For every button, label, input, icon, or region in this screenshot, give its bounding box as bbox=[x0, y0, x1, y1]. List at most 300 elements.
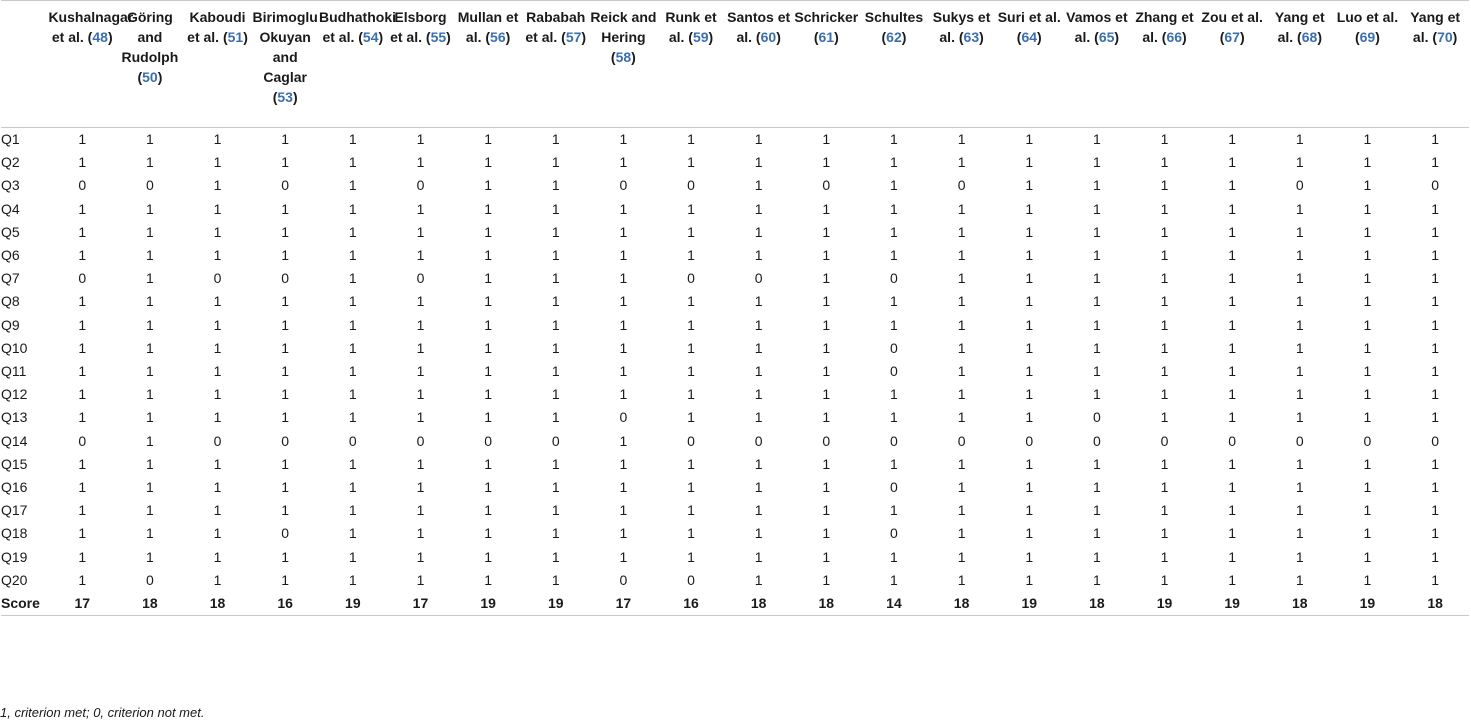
table-cell: 0 bbox=[890, 339, 898, 356]
table-cell: 1 bbox=[1160, 177, 1169, 194]
table-cell: 1 bbox=[484, 316, 492, 333]
row-label: Q7 bbox=[1, 270, 20, 287]
table-cell: 1 bbox=[754, 293, 763, 310]
table-cell: 1 bbox=[619, 386, 628, 403]
table-cell: 1 bbox=[1431, 502, 1440, 519]
table-cell: 1 bbox=[551, 247, 560, 264]
reference-link[interactable]: 50 bbox=[142, 69, 158, 85]
table-cell: 1 bbox=[146, 455, 154, 472]
table-cell: 1 bbox=[416, 548, 425, 565]
table-cell: 1 bbox=[146, 223, 154, 240]
study-name: Budhathoki et al. bbox=[319, 9, 396, 45]
table-cell: 19 bbox=[454, 592, 522, 616]
reference-link[interactable]: 54 bbox=[362, 29, 379, 45]
table-cell: 1 bbox=[1025, 270, 1034, 287]
row-label: Q10 bbox=[1, 339, 28, 356]
table-cell: 1 bbox=[213, 571, 222, 588]
table-cell: 1 bbox=[348, 247, 357, 264]
table-cell: 14 bbox=[860, 592, 928, 616]
table-cell: 1 bbox=[146, 339, 154, 356]
table-cell: 18 bbox=[1063, 592, 1131, 616]
reference-link[interactable]: 60 bbox=[760, 29, 777, 45]
table-cell: 1 bbox=[619, 270, 628, 287]
table-row bbox=[1, 569, 1469, 592]
table-cell: 1 bbox=[619, 316, 628, 333]
table-cell: 1 bbox=[348, 479, 357, 496]
table-cell: 1 bbox=[1025, 571, 1034, 588]
table-cell: 0 bbox=[754, 270, 763, 287]
study-name: Sukys et al. bbox=[932, 9, 991, 45]
table-cell: 0 bbox=[822, 432, 831, 449]
study-name: Zhang et al. bbox=[1135, 9, 1194, 45]
table-cell: 1 bbox=[348, 409, 357, 426]
table-body bbox=[1, 128, 1469, 616]
table-cell: 1 bbox=[754, 502, 763, 519]
column-header-study: Yang et al. (70) bbox=[1410, 9, 1461, 45]
table-cell: 1 bbox=[213, 223, 222, 240]
table-cell: 19 bbox=[1131, 592, 1199, 616]
table-cell: 1 bbox=[348, 455, 357, 472]
table-cell: 1 bbox=[213, 386, 222, 403]
table-cell: 1 bbox=[1092, 270, 1101, 287]
table-cell: 1 bbox=[1431, 571, 1440, 588]
table-cell: 1 bbox=[822, 363, 831, 380]
table-cell: 0 bbox=[687, 432, 695, 449]
reference-link[interactable]: 70 bbox=[1437, 29, 1453, 45]
table-footnote: 1, criterion met; 0, criterion not met. bbox=[0, 705, 205, 720]
study-name: Kushalnagar et al. bbox=[48, 9, 134, 45]
table-cell: 0 bbox=[687, 571, 695, 588]
table-cell: 1 bbox=[1160, 270, 1169, 287]
table-cell: 1 bbox=[1228, 525, 1237, 542]
table-cell: 1 bbox=[890, 502, 898, 519]
reference-link[interactable]: 59 bbox=[692, 29, 709, 45]
table-cell: 1 bbox=[1228, 131, 1237, 147]
table-cell: 1 bbox=[1363, 479, 1372, 496]
table-cell: 1 bbox=[281, 247, 290, 264]
table-cell: 1 bbox=[78, 247, 87, 264]
table-cell: 1 bbox=[754, 339, 763, 356]
table-row bbox=[1, 314, 1469, 337]
table-cell: 0 bbox=[78, 270, 87, 287]
table-cell: 1 bbox=[1363, 409, 1372, 426]
table-cell: 1 bbox=[619, 479, 628, 496]
table-cell: 1 bbox=[1295, 316, 1304, 333]
table-cell: 1 bbox=[484, 455, 492, 472]
table-cell: 1 bbox=[1160, 479, 1169, 496]
row-label: Q15 bbox=[1, 455, 28, 472]
table-cell: 1 bbox=[78, 363, 87, 380]
reference-link[interactable]: 58 bbox=[615, 49, 632, 65]
table-cell: 1 bbox=[1363, 270, 1372, 287]
table-row bbox=[1, 198, 1469, 221]
table-cell: 1 bbox=[619, 200, 628, 217]
table-cell: 1 bbox=[78, 293, 87, 310]
table-cell: 1 bbox=[484, 131, 492, 147]
table-cell: 1 bbox=[822, 455, 831, 472]
table-cell: 1 bbox=[348, 200, 357, 217]
table-cell: 1 bbox=[1295, 154, 1304, 171]
table-cell: 1 bbox=[822, 339, 831, 356]
study-name: Santos et al. bbox=[727, 9, 791, 45]
table-cell: 0 bbox=[213, 270, 222, 287]
table-cell: 1 bbox=[551, 270, 560, 287]
table-cell: 1 bbox=[1160, 131, 1169, 147]
table-cell: 1 bbox=[416, 131, 425, 147]
table-cell: 1 bbox=[1160, 316, 1169, 333]
table-cell: 1 bbox=[619, 154, 628, 171]
table-cell: 1 bbox=[1295, 455, 1304, 472]
table-cell: 1 bbox=[78, 131, 87, 147]
table-cell: 1 bbox=[1228, 223, 1237, 240]
table-cell: 19 bbox=[995, 592, 1063, 616]
table-row bbox=[1, 406, 1469, 429]
row-label: Q14 bbox=[1, 432, 28, 449]
study-name: Zou et al. bbox=[1201, 9, 1263, 25]
table-cell: 0 bbox=[281, 525, 290, 542]
table-row bbox=[1, 174, 1469, 197]
table-cell: 1 bbox=[957, 409, 966, 426]
table-cell: 1 bbox=[78, 455, 87, 472]
table-cell: 0 bbox=[890, 270, 898, 287]
table-cell: 1 bbox=[957, 339, 966, 356]
table-cell: 1 bbox=[890, 548, 898, 565]
table-cell: 1 bbox=[281, 455, 290, 472]
column-header-study: Sukys et al. (63) bbox=[932, 9, 991, 45]
table-cell: 1 bbox=[1295, 247, 1304, 264]
table-cell: 1 bbox=[484, 223, 492, 240]
column-header-study: Göring and Rudolph (50) bbox=[121, 9, 179, 85]
row-label: Q8 bbox=[1, 293, 20, 310]
column-header-study: Schultes (62) bbox=[864, 9, 924, 45]
table-cell: 1 bbox=[1025, 548, 1034, 565]
reference-link[interactable]: 69 bbox=[1359, 29, 1376, 45]
table-cell: 1 bbox=[416, 502, 425, 519]
table-cell: 1 bbox=[146, 316, 154, 333]
table-cell: 1 bbox=[1160, 455, 1169, 472]
table-cell: 1 bbox=[484, 479, 492, 496]
table-cell: 1 bbox=[822, 479, 831, 496]
table-cell: 1 bbox=[957, 363, 966, 380]
table-cell: 1 bbox=[281, 548, 290, 565]
table-cell: 1 bbox=[281, 502, 290, 519]
table-cell: 1 bbox=[1363, 548, 1372, 565]
row-label: Q20 bbox=[1, 571, 28, 588]
table-cell: 1 bbox=[551, 339, 560, 356]
table-cell: 1 bbox=[146, 363, 154, 380]
table-cell: 1 bbox=[281, 131, 290, 147]
study-name: Schricker bbox=[794, 9, 859, 25]
table-cell: 0 bbox=[957, 432, 966, 449]
table-cell: 1 bbox=[1295, 270, 1304, 287]
table-cell: 1 bbox=[890, 154, 898, 171]
table-cell: 0 bbox=[957, 177, 966, 194]
reference-link[interactable]: 66 bbox=[1166, 29, 1183, 45]
table-row bbox=[1, 499, 1469, 522]
table-cell: 1 bbox=[1025, 177, 1034, 194]
table-cell: 1 bbox=[822, 270, 831, 287]
table-cell: 18 bbox=[725, 592, 793, 616]
study-name: Yang et al. bbox=[1274, 9, 1325, 45]
table-cell: 1 bbox=[213, 455, 222, 472]
reference-link[interactable]: 55 bbox=[430, 29, 447, 45]
table-cell: 1 bbox=[281, 223, 290, 240]
table-cell: 1 bbox=[1228, 270, 1237, 287]
table-cell: 1 bbox=[146, 432, 154, 449]
study-name: Mullan et al. bbox=[457, 9, 519, 45]
table-cell: 19 bbox=[522, 592, 590, 616]
table-cell: 17 bbox=[387, 592, 455, 616]
table-cell: 1 bbox=[78, 154, 87, 171]
study-name: Schultes bbox=[864, 9, 924, 25]
table-cell: 1 bbox=[1363, 455, 1372, 472]
table-cell: 1 bbox=[551, 455, 560, 472]
table-cell: 1 bbox=[281, 293, 290, 310]
reference-link[interactable]: 63 bbox=[963, 29, 980, 45]
table-cell: 1 bbox=[822, 247, 831, 264]
table-cell: 1 bbox=[619, 525, 628, 542]
table-cell: 1 bbox=[1092, 455, 1101, 472]
table-cell: 1 bbox=[957, 548, 966, 565]
study-name: Yang et al. bbox=[1410, 9, 1461, 45]
row-label: Q3 bbox=[1, 177, 20, 194]
table-cell: 1 bbox=[1160, 339, 1169, 356]
table-cell: 0 bbox=[687, 177, 695, 194]
table-cell: 1 bbox=[78, 386, 87, 403]
table-cell: 1 bbox=[146, 131, 154, 147]
table-cell: 0 bbox=[484, 432, 492, 449]
table-cell: 1 bbox=[890, 247, 898, 264]
table-cell: 0 bbox=[213, 432, 222, 449]
table-cell: 1 bbox=[551, 525, 560, 542]
table-cell: 1 bbox=[78, 339, 87, 356]
table-cell: 1 bbox=[416, 386, 425, 403]
table-cell: 0 bbox=[890, 479, 898, 496]
reference-link[interactable]: 56 bbox=[490, 29, 506, 45]
table-cell: 1 bbox=[416, 571, 425, 588]
column-header-study: Mullan et al. (56) bbox=[457, 9, 519, 45]
table-cell: 1 bbox=[1092, 316, 1101, 333]
table-cell: 1 bbox=[1025, 363, 1034, 380]
table-cell: 18 bbox=[184, 592, 252, 616]
table-cell: 1 bbox=[890, 177, 898, 194]
table-cell: 1 bbox=[687, 502, 695, 519]
table-cell: 1 bbox=[78, 571, 87, 588]
table-cell: 1 bbox=[1295, 293, 1304, 310]
table-cell: 1 bbox=[754, 200, 763, 217]
table-cell: 1 bbox=[213, 247, 222, 264]
table-row bbox=[1, 244, 1469, 267]
table-cell: 1 bbox=[1025, 223, 1034, 240]
reference-link[interactable]: 64 bbox=[1021, 29, 1038, 45]
table-cell: 1 bbox=[281, 200, 290, 217]
table-cell: 1 bbox=[78, 200, 87, 217]
table-cell: 1 bbox=[1228, 571, 1237, 588]
table-cell: 1 bbox=[1431, 479, 1440, 496]
study-name: Vamos et al. bbox=[1066, 9, 1128, 45]
reference-link[interactable]: 57 bbox=[565, 29, 582, 45]
table-cell: 0 bbox=[1160, 432, 1169, 449]
table-cell: 1 bbox=[1363, 177, 1372, 194]
table-cell: 1 bbox=[281, 154, 290, 171]
table-cell: 1 bbox=[754, 316, 763, 333]
table-cell: 1 bbox=[1295, 525, 1304, 542]
table-cell: 1 bbox=[1025, 200, 1034, 217]
table-cell: 1 bbox=[754, 479, 763, 496]
row-label: Q16 bbox=[1, 479, 28, 496]
row-label: Q11 bbox=[1, 363, 27, 380]
row-label: Q4 bbox=[1, 200, 20, 217]
table-cell: 1 bbox=[484, 154, 492, 171]
table-cell: 17 bbox=[48, 592, 116, 616]
table-cell: 1 bbox=[416, 525, 425, 542]
reference-link[interactable]: 48 bbox=[92, 29, 108, 45]
table-cell: 1 bbox=[1431, 223, 1440, 240]
table-cell: 1 bbox=[687, 223, 695, 240]
table-cell: 1 bbox=[551, 293, 560, 310]
table-cell: 1 bbox=[754, 386, 763, 403]
table-cell: 1 bbox=[890, 131, 898, 147]
table-cell: 1 bbox=[687, 200, 695, 217]
table-cell: 0 bbox=[890, 525, 898, 542]
table-cell: 1 bbox=[146, 479, 154, 496]
table-cell: 1 bbox=[822, 316, 831, 333]
table-cell: 17 bbox=[590, 592, 658, 616]
table-cell: 1 bbox=[1431, 247, 1440, 264]
table-cell: 1 bbox=[146, 409, 154, 426]
table-cell: 1 bbox=[551, 177, 560, 194]
table-row bbox=[1, 453, 1469, 476]
table-cell: 1 bbox=[78, 548, 87, 565]
table-cell: 1 bbox=[687, 525, 695, 542]
study-name: Rababah et al. bbox=[525, 9, 586, 45]
table-row bbox=[1, 383, 1469, 406]
reference-link[interactable]: 53 bbox=[277, 89, 293, 105]
table-cell: 1 bbox=[754, 363, 763, 380]
table-cell: 1 bbox=[281, 479, 290, 496]
table-cell: 1 bbox=[1363, 386, 1372, 403]
table-cell: 1 bbox=[890, 200, 898, 217]
table-cell: 1 bbox=[1160, 154, 1169, 171]
reference-link[interactable]: 68 bbox=[1301, 29, 1318, 45]
table-cell: 1 bbox=[1431, 200, 1440, 217]
table-cell: 1 bbox=[551, 386, 560, 403]
table-cell: 1 bbox=[348, 177, 357, 194]
table-cell: 1 bbox=[957, 223, 966, 240]
table-cell: 1 bbox=[1228, 200, 1237, 217]
table-cell: 1 bbox=[1295, 548, 1304, 565]
table-cell: 0 bbox=[416, 177, 425, 194]
column-header-study: Schricker (61) bbox=[794, 9, 859, 45]
study-name: Luo et al. bbox=[1336, 9, 1399, 25]
column-header-study: Luo et al. (69) bbox=[1336, 9, 1399, 45]
table-row bbox=[1, 360, 1469, 383]
column-header-study: Budhathoki et al. (54) bbox=[319, 9, 396, 45]
table-cell: 1 bbox=[1431, 270, 1440, 287]
table-cell: 1 bbox=[754, 154, 763, 171]
table-cell: 1 bbox=[348, 270, 357, 287]
table-cell: 1 bbox=[484, 293, 492, 310]
table-cell: 1 bbox=[551, 131, 560, 147]
table-cell: 1 bbox=[1160, 223, 1169, 240]
table-cell: 1 bbox=[146, 386, 154, 403]
table-cell: 1 bbox=[1431, 386, 1440, 403]
table-cell: 0 bbox=[281, 177, 290, 194]
table-cell: 1 bbox=[754, 177, 763, 194]
table-row bbox=[1, 476, 1469, 499]
table-cell: 1 bbox=[754, 223, 763, 240]
table-cell: 1 bbox=[348, 131, 357, 147]
table-cell: 1 bbox=[1092, 154, 1101, 171]
table-cell: 1 bbox=[213, 177, 222, 194]
table-cell: 1 bbox=[348, 154, 357, 171]
table-row bbox=[1, 267, 1469, 290]
table-cell: 0 bbox=[551, 432, 560, 449]
table-cell: 1 bbox=[281, 409, 290, 426]
table-cell: 1 bbox=[146, 200, 154, 217]
table-cell: 1 bbox=[1092, 479, 1101, 496]
table-cell: 0 bbox=[1025, 432, 1034, 449]
table-cell: 1 bbox=[822, 548, 831, 565]
table-cell: 1 bbox=[890, 409, 898, 426]
table-cell: 1 bbox=[957, 270, 966, 287]
table-cell: 1 bbox=[1228, 154, 1237, 171]
table-cell: 1 bbox=[1228, 339, 1237, 356]
table-cell: 1 bbox=[1363, 247, 1372, 264]
table-cell: 1 bbox=[213, 200, 222, 217]
table-row bbox=[1, 290, 1469, 313]
table-cell: 1 bbox=[1431, 409, 1440, 426]
table-cell: 1 bbox=[619, 432, 628, 449]
table-row bbox=[1, 221, 1469, 244]
table-cell: 0 bbox=[1363, 432, 1372, 449]
table-cell: 0 bbox=[1431, 177, 1440, 194]
table-cell: 1 bbox=[1092, 386, 1101, 403]
table-cell: 1 bbox=[78, 502, 87, 519]
table-cell: 1 bbox=[687, 293, 695, 310]
table-cell: 1 bbox=[1160, 363, 1169, 380]
table-cell: 0 bbox=[146, 571, 154, 588]
table-cell: 0 bbox=[890, 363, 898, 380]
table-row bbox=[1, 151, 1469, 174]
table-cell: 1 bbox=[687, 316, 695, 333]
reference-link[interactable]: 65 bbox=[1098, 29, 1115, 45]
column-header-study: Runk et al. (59) bbox=[665, 9, 717, 45]
reference-link[interactable]: 62 bbox=[886, 29, 902, 45]
table-cell: 0 bbox=[1431, 432, 1440, 449]
row-label: Q19 bbox=[1, 548, 28, 565]
table-cell: 1 bbox=[1160, 548, 1169, 565]
table-cell: 1 bbox=[822, 131, 831, 147]
table-cell: 16 bbox=[657, 592, 725, 616]
table-cell: 1 bbox=[619, 293, 628, 310]
table-cell: 1 bbox=[1092, 223, 1101, 240]
table-cell: 1 bbox=[1228, 247, 1237, 264]
table-cell: 1 bbox=[551, 409, 560, 426]
table-cell: 1 bbox=[1228, 502, 1237, 519]
reference-link[interactable]: 51 bbox=[227, 29, 244, 45]
table-cell: 1 bbox=[1025, 409, 1034, 426]
row-label: Q13 bbox=[1, 409, 28, 426]
header-row bbox=[1, 1, 1469, 128]
reference-link[interactable]: 67 bbox=[1224, 29, 1240, 45]
study-name: Kaboudi et al. bbox=[187, 9, 246, 45]
table-cell: 1 bbox=[213, 293, 222, 310]
reference-link[interactable]: 61 bbox=[818, 29, 835, 45]
table-cell: 1 bbox=[1092, 177, 1101, 194]
table-cell: 1 bbox=[619, 339, 628, 356]
table-cell: 1 bbox=[484, 386, 492, 403]
